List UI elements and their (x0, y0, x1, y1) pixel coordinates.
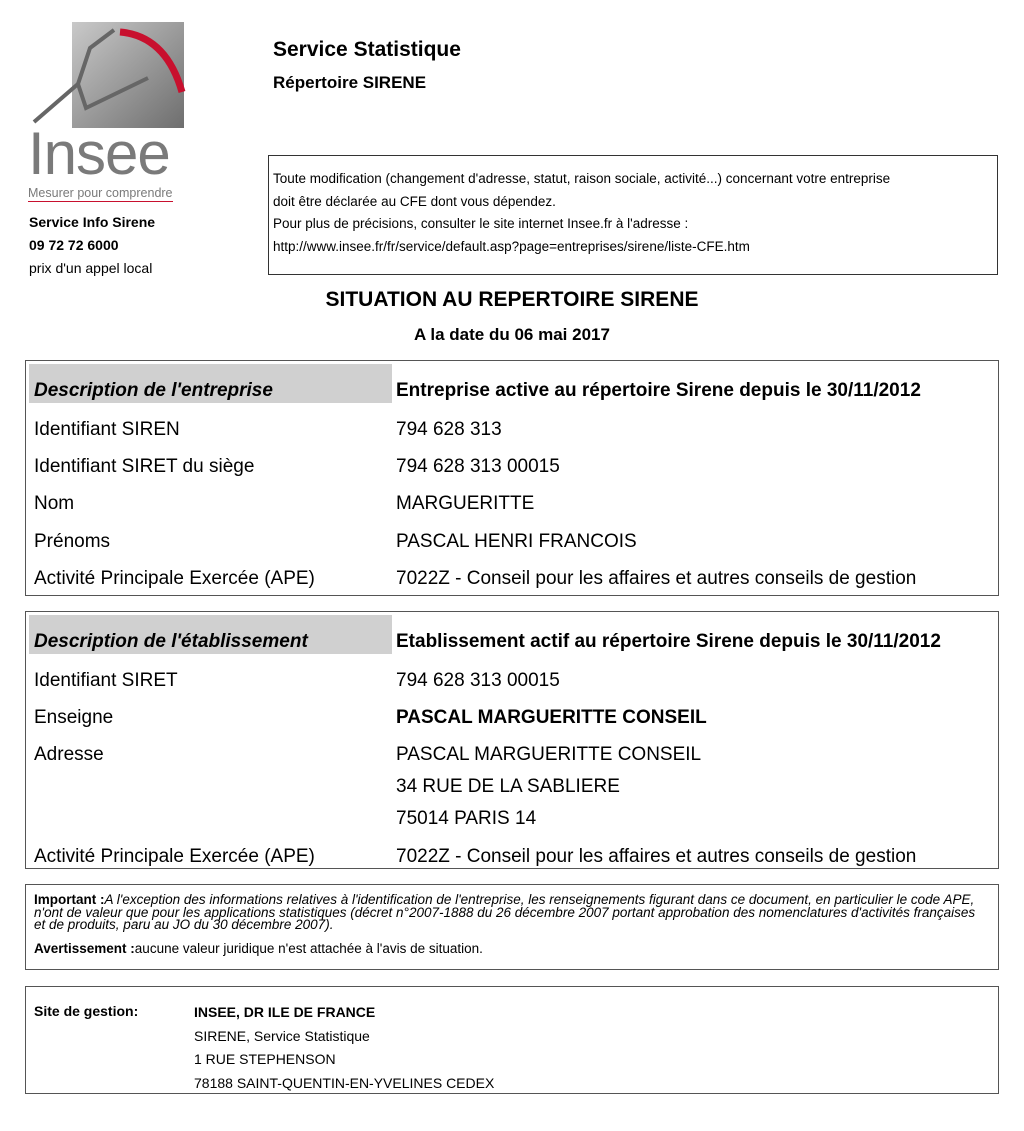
service-info-price: prix d'un appel local (29, 260, 153, 276)
etablissement-header-label: Description de l'établissement (29, 615, 392, 654)
adresse-line: 75014 PARIS 14 (396, 808, 537, 829)
site-gestion-line: SIRENE, Service Statistique (194, 1027, 370, 1044)
enseigne-value: PASCAL MARGUERITTE CONSEIL (396, 707, 707, 728)
notice-line: Toute modification (changement d'adresse, statut, raison sociale, activité...) concernant votre entreprise (273, 171, 891, 186)
warning-label: Avertissement : (34, 940, 135, 956)
siren-label: Identifiant SIREN (34, 419, 180, 440)
ape-value: 7022Z - Conseil pour les affaires et autres conseils de gestion (396, 568, 917, 589)
site-gestion-line: 1 RUE STEPHENSON (194, 1051, 336, 1067)
service-info (29, 211, 155, 280)
site-gestion-box (25, 986, 999, 1094)
notice-line: doit être déclarée au CFE dont vous dépendez. (273, 193, 556, 209)
siret-value: 794 628 313 00015 (396, 670, 560, 691)
entreprise-section (25, 360, 999, 596)
page-title: SITUATION AU REPERTOIRE SIRENE (325, 288, 699, 311)
site-gestion-address (194, 1001, 494, 1095)
warning-paragraph (34, 941, 990, 957)
important-paragraph (34, 894, 990, 932)
ape-label: Activité Principale Exercée (APE) (34, 568, 315, 589)
service-title: Service Statistique (273, 38, 461, 61)
entreprise-status: Entreprise active au répertoire Sirene depuis le 30/11/2012 (396, 380, 921, 401)
adresse-line: PASCAL MARGUERITTE CONSEIL (396, 744, 702, 765)
etab-ape-value: 7022Z - Conseil pour les affaires et autres conseils de gestion (396, 846, 917, 867)
siren-value: 794 628 313 (396, 419, 502, 440)
important-text: A l'exception des informations relatives à l'identification de l'entreprise, les renseignements figurant dans ce document, en particulier le code APE, n'ont de valeur que pour les applications statistiques (décret n°2007-1888 du 26 décembre 2007 portant approbation des nomenclatures d'activités françaises et de produits, paru au JO du 30 décembre 2007). (34, 892, 976, 932)
siret-siege-label: Identifiant SIRET du siège (34, 456, 255, 477)
etab-ape-label: Activité Principale Exercée (APE) (34, 846, 315, 867)
nom-label: Nom (34, 493, 75, 514)
service-info-phone: 09 72 72 6000 (29, 237, 119, 253)
prenoms-label: Prénoms (34, 531, 111, 552)
etablissement-section (25, 611, 999, 869)
site-gestion-name: INSEE, DR ILE DE FRANCE (194, 1004, 376, 1020)
important-notice (25, 884, 999, 970)
cfe-notice-box (268, 155, 998, 275)
adresse-line: 34 RUE DE LA SABLIERE (396, 776, 620, 797)
adresse-label: Adresse (34, 744, 104, 765)
notice-line: Pour plus de précisions, consulter le site internet Insee.fr à l'adresse : (273, 216, 689, 231)
site-gestion-line: 78188 SAINT-QUENTIN-EN-YVELINES CEDEX (194, 1074, 495, 1091)
enseigne-label: Enseigne (34, 707, 114, 728)
etablissement-status: Etablissement actif au répertoire Sirene depuis le 30/11/2012 (396, 631, 941, 652)
logo-wordmark: Insee (28, 120, 170, 187)
service-subtitle: Répertoire SIRENE (273, 73, 427, 92)
siret-label: Identifiant SIRET (34, 670, 178, 691)
nom-value: MARGUERITTE (396, 493, 535, 514)
notice-url: http://www.insee.fr/fr/service/default.asp?page=entreprises/sirene/liste-CFE.htm (273, 238, 750, 254)
important-label: Important : (34, 892, 105, 907)
siret-siege-value: 794 628 313 00015 (396, 456, 560, 477)
logo-tagline: Mesurer pour comprendre (28, 186, 173, 200)
page-date: A la date du 06 mai 2017 (414, 325, 610, 344)
prenoms-value: PASCAL HENRI FRANCOIS (396, 531, 637, 552)
site-gestion-label: Site de gestion: (34, 1003, 139, 1019)
service-info-title: Service Info Sirene (29, 214, 156, 230)
warning-text: aucune valeur juridique n'est attachée à l'avis de situation. (134, 940, 483, 956)
entreprise-header-label: Description de l'entreprise (29, 364, 392, 403)
insee-logo (28, 22, 188, 202)
insee-logo-mark-icon (28, 22, 188, 130)
